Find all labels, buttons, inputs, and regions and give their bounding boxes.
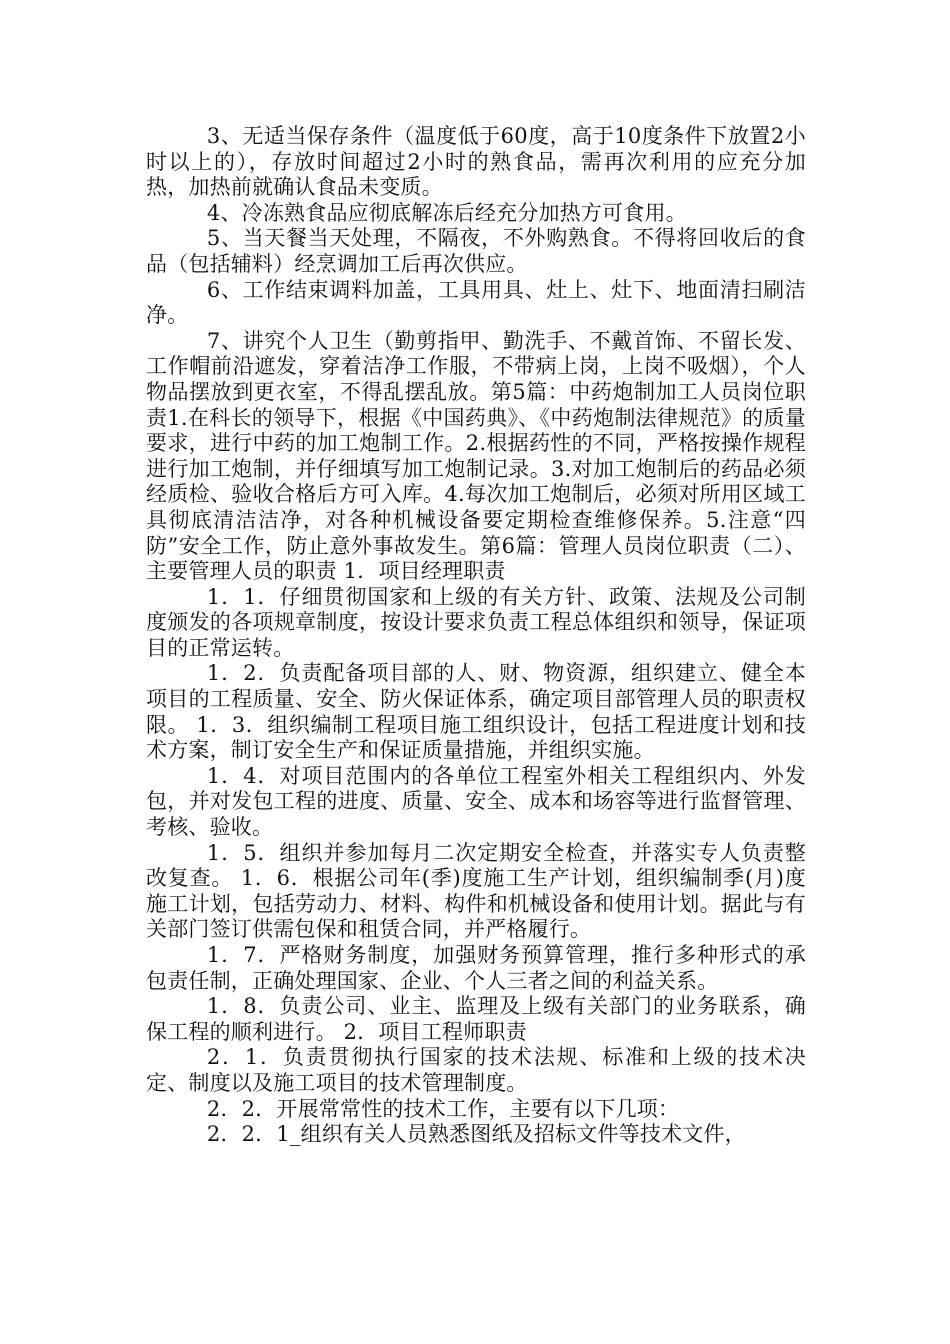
paragraph-2-1: 2．1．负责贯彻执行国家的技术法规、标准和上级的技术决定、制度以及施工项目的技术管理制度。 bbox=[146, 1045, 806, 1095]
paragraph-1-7: 1．7．严格财务制度，加强财务预算管理，推行多种形式的承包责任制，正确处理国家、企业、个人三者之间的利益关系。 bbox=[146, 943, 806, 993]
paragraph-1-8: 1．8．负责公司、业主、监理及上级有关部门的业务联系，确保工程的顺利进行。 2．项目工程师职责 bbox=[146, 994, 806, 1044]
paragraph-item-6: 6、工作结束调料加盖，工具用具、灶上、灶下、地面清扫刷洁净。 bbox=[146, 277, 806, 328]
paragraph-item-3: 3、无适当保存条件（温度低于60度，高于10度条件下放置2小时以上的），存放时间超过2小时的熟食品，需再次利用的应充分加热，加热前就确认食品未变质。 bbox=[146, 124, 806, 200]
paragraph-1-2: 1．2．负责配备项目部的人、财、物资源，组织建立、健全本项目的工程质量、安全、防火保证体系，确定项目部管理人员的职责权限。 1．3．组织编制工程项目施工组织设计，包括工程进度计划和技术方案，制订安全生产和保证质量措施，并组织实施。 bbox=[146, 661, 806, 763]
paragraph-2-2-1: 2．2．1_组织有关人员熟悉图纸及招标文件等技术文件， bbox=[206, 1122, 746, 1147]
paragraph-item-5: 5、当天餐当天处理，不隔夜，不外购熟食。不得将回收后的食品（包括辅料）经烹调加工后再次供应。 bbox=[146, 226, 806, 276]
paragraph-1-1: 1．1．仔细贯彻国家和上级的有关方针、政策、法规及公司制度颁发的各项规章制度，按设计要求负责工程总体组织和领导，保证项目的正常运转。 bbox=[146, 584, 806, 660]
paragraph-item-4: 4、冷冻熟食品应彻底解冻后经充分加热方可食用。 bbox=[206, 200, 687, 225]
paragraph-2-2: 2．2．开展常常性的技术工作，主要有以下几项： bbox=[206, 1096, 680, 1121]
paragraph-1-4: 1．4．对项目范围内的各单位工程室外相关工程组织内、外发包，并对发包工程的进度、质量、安全、成本和场容等进行监督管理、考核、验收。 bbox=[146, 763, 806, 840]
paragraph-1-5: 1．5．组织并参加每月二次定期安全检查，并落实专人负责整改复查。 1．6．根据公司年(季)度施工生产计划，组织编制季(月)度施工计划，包括劳动力、材料、构件和机械设备和使用计划。据此与有关部门签订供需包保和租赁合同，并严格履行。 bbox=[146, 840, 806, 942]
document-body bbox=[146, 124, 806, 1148]
paragraph-item-7: 7、讲究个人卫生（勤剪指甲、勤洗手、不戴首饰、不留长发、工作帽前沿遮发，穿着洁净工作服，不带病上岗，上岗不吸烟），个人物品摆放到更衣室，不得乱摆乱放。第5篇：中药炮制加工人员岗位职责1.在科长的领导下，根据《中国药典》、《中药炮制法律规范》的质量要求，进行中药的加工炮制工作。2.根据药性的不同，严格按操作规程进行加工炮制，并仔细填写加工炮制记录。3.对加工炮制后的药品必须经质检、验收合格后方可入库。4.每次加工炮制后，必须对所用区域工具彻底清洁洁净，对各种机械设备要定期检查维修保养。5.注意“四防”安全工作，防止意外事故发生。第6篇：管理人员岗位职责（二）、主要管理人员的职责 1．项目经理职责 bbox=[146, 328, 806, 584]
